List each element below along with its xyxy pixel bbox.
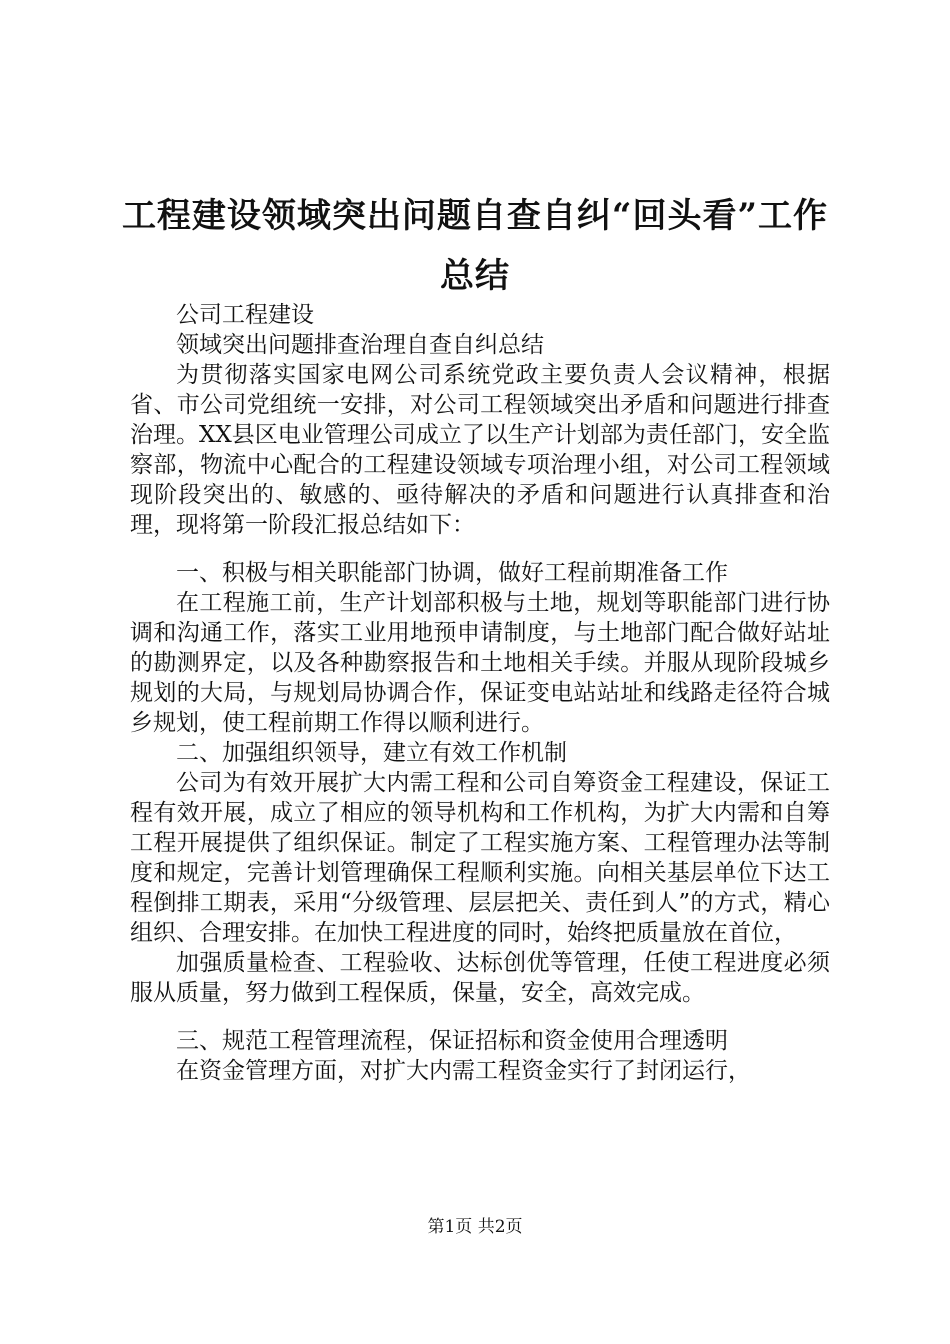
page-footer: 第1页 共2页 (427, 1217, 523, 1237)
section-3-title: 三、规范工程管理流程，保证招标和资金使用合理透明 (176, 1028, 728, 1054)
heading-line-2: 领域突出问题排查治理自查自纠总结 (176, 332, 544, 358)
section-3-paragraph: 在资金管理方面，对扩大内需工程资金实行了封闭运行， (176, 1058, 751, 1084)
section-2-paragraph-1: 公司为有效开展扩大内需工程和公司自筹资金工程建设，保证工程有效开展，成立了相应的领导机构和工作机构，为扩大内需和自筹工程开展提供了组织保证。制定了工程实施方案、工程管理办法等制度和规定，完善计划管理确保工程顺利实施。向相关基层单位下达工程倒排工期表，采用“分级管理、层层把关、责任到人”的方式，精心组织、合理安排。在加快工程进度的同时，始终把质量放在首位， (130, 770, 830, 946)
document-title: 工程建设领域突出问题自查自纠“回头看”工作总结 (121, 196, 829, 296)
section-2-title: 二、加强组织领导，建立有效工作机制 (176, 740, 567, 766)
section-2-paragraph-2: 加强质量检查、工程验收、达标创优等管理，任使工程进度必须服从质量，努力做到工程保质，保量，安全，高效完成。 (130, 950, 830, 1006)
intro-paragraph: 为贯彻落实国家电网公司系统党政主要负责人会议精神，根据省、市公司党组统一安排，对公司工程领域突出矛盾和问题进行排查治理。XX县区电业管理公司成立了以生产计划部为责任部门，安全监察部，物流中心配合的工程建设领域专项治理小组，对公司工程领域现阶段突出的、敏感的、亟待解决的矛盾和问题进行认真排查和治理，现将第一阶段汇报总结如下： (130, 362, 830, 538)
document-body (130, 300, 830, 1086)
section-1-paragraph: 在工程施工前，生产计划部积极与土地，规划等职能部门进行协调和沟通工作，落实工业用地预申请制度，与土地部门配合做好站址的勘测界定，以及各种勘察报告和土地相关手续。并服从现阶段城乡规划的大局，与规划局协调合作，保证变电站站址和线路走径符合城乡规划，使工程前期工作得以顺利进行。 (130, 590, 830, 736)
section-1-title: 一、积极与相关职能部门协调，做好工程前期准备工作 (176, 560, 728, 586)
heading-line-1: 公司工程建设 (176, 302, 314, 328)
